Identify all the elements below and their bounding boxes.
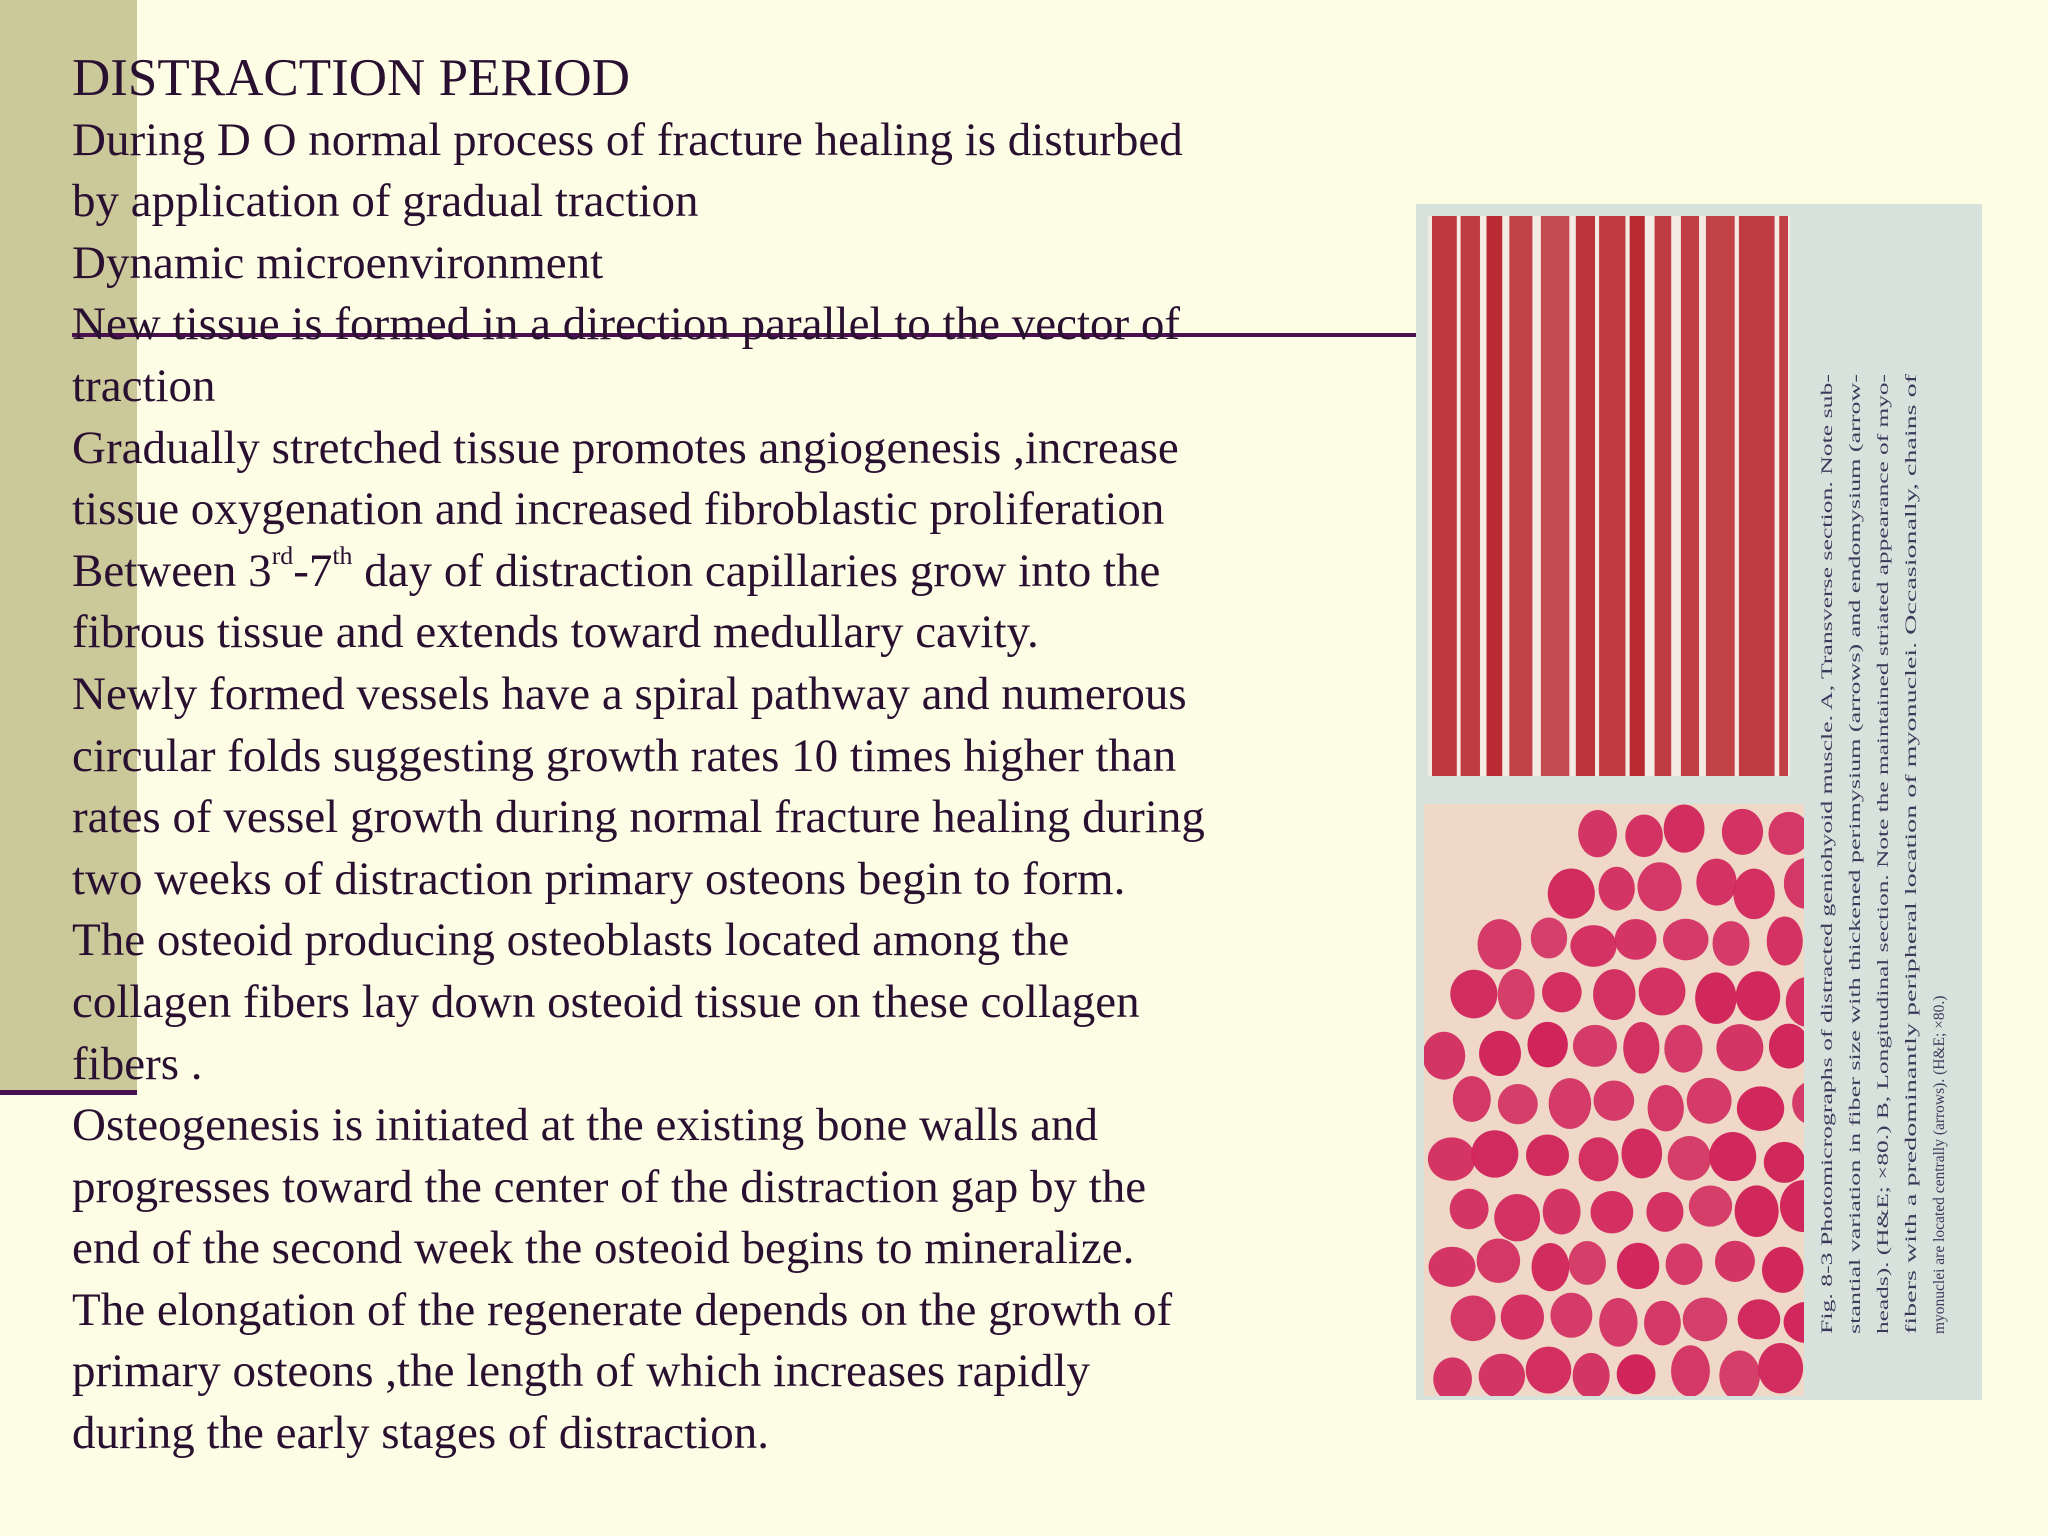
muscle-cell: [1709, 1132, 1756, 1181]
body-line: The osteoid producing osteoblasts located among the: [72, 914, 1070, 967]
muscle-cell: [1625, 814, 1663, 857]
body-line: Osteogenesis is initiated at the existing bone walls and: [72, 1099, 1098, 1152]
muscle-cell: [1736, 971, 1780, 1020]
muscle-cell: [1637, 862, 1681, 911]
muscle-fiber: [1655, 216, 1672, 776]
muscle-cell: [1696, 859, 1736, 906]
muscle-cell: [1549, 1078, 1592, 1129]
body-line: fibrous tissue and extends toward medullary cavity.: [72, 606, 1039, 659]
muscle-cell: [1664, 1025, 1702, 1073]
muscle-cell: [1570, 925, 1616, 967]
muscle-cell: [1593, 969, 1635, 1020]
slide-title: DISTRACTION PERIOD: [72, 49, 630, 107]
body-line: Newly formed vessels have a spiral pathway and numerous: [72, 667, 1187, 720]
muscle-cell: [1531, 918, 1567, 959]
muscle-cell: [1477, 1239, 1521, 1283]
muscle-cell: [1479, 1031, 1521, 1076]
body-line: by application of gradual traction: [72, 175, 699, 228]
body-line: primary osteons ,the length of which increases rapidly: [72, 1345, 1091, 1398]
caption-line: myonuclei are located centrally (arrows). (H&E; ×80.): [1931, 995, 1948, 1334]
caption-line: fibers with a predominantly peripheral location of myonuclei. Occasionally, chains of: [1903, 803, 1920, 1334]
muscle-cell: [1478, 919, 1522, 969]
muscle-cell: [1550, 1293, 1592, 1338]
muscle-cell: [1668, 1136, 1711, 1181]
muscle-cell: [1578, 810, 1617, 857]
muscle-cell: [1573, 1025, 1617, 1067]
muscle-cell: [1664, 804, 1705, 852]
muscle-cell: [1716, 1024, 1763, 1071]
muscle-cell: [1621, 1129, 1662, 1179]
muscle-cell: [1424, 1032, 1465, 1080]
muscle-cell: [1428, 1137, 1476, 1180]
muscle-cell: [1501, 1294, 1544, 1339]
muscle-cell: [1689, 1185, 1732, 1226]
body-line: fibers .: [72, 1037, 203, 1090]
between-post: day of distraction capillaries grow into the: [352, 544, 1161, 597]
body-line: two weeks of distraction primary osteons begin to form.: [72, 852, 1126, 905]
muscle-cell: [1451, 1295, 1496, 1341]
muscle-cell: [1695, 972, 1737, 1024]
muscle-cell: [1733, 869, 1774, 919]
muscle-cell: [1579, 1137, 1619, 1181]
muscle-cell: [1617, 1243, 1659, 1289]
superscript-th: th: [332, 540, 353, 570]
muscle-cell: [1737, 1086, 1784, 1131]
superscript-rd: rd: [271, 540, 294, 570]
muscle-cell: [1648, 1085, 1684, 1131]
muscle-cell: [1735, 1185, 1779, 1237]
muscle-cell: [1712, 921, 1749, 966]
figure-caption: [1818, 344, 1968, 1344]
body-line: The elongation of the regenerate depends on the growth of: [72, 1283, 1173, 1336]
muscle-cell: [1738, 1299, 1781, 1339]
muscle-cell: [1450, 970, 1497, 1019]
muscle-cell: [1666, 1243, 1703, 1285]
muscle-cell: [1617, 1354, 1656, 1394]
between-mid: -7: [293, 544, 333, 597]
longitudinal-section-image: [1428, 216, 1790, 776]
muscle-fiber: [1487, 216, 1503, 776]
muscle-cell: [1450, 1189, 1489, 1230]
muscle-cell: [1590, 1191, 1633, 1234]
muscle-cell: [1494, 1194, 1540, 1241]
muscle-cell: [1526, 1135, 1569, 1177]
muscle-cell: [1471, 1130, 1518, 1177]
muscle-cell: [1715, 1241, 1755, 1282]
muscle-cell: [1498, 969, 1535, 1020]
muscle-cell: [1687, 1078, 1732, 1124]
body-line: collagen fibers lay down osteoid tissue on these collagen: [72, 975, 1140, 1028]
muscle-cell: [1663, 919, 1708, 961]
body-line: New tissue is formed in a direction parallel to the vector of: [72, 298, 1181, 351]
muscle-fiber: [1779, 216, 1788, 776]
body-line-between: [72, 541, 1342, 603]
muscle-cell: [1548, 868, 1595, 918]
muscle-cell: [1639, 967, 1686, 1015]
body-line: end of the second week the osteoid begins to mineralize.: [72, 1222, 1135, 1275]
body-line: During D O normal process of fracture healing is disturbed: [72, 113, 1183, 166]
muscle-cell: [1671, 1345, 1710, 1396]
caption-line: Fig. 8-3 Photomicrographs of distracted geniohyoid muscle. A, Transverse section. Note sub-: [1819, 755, 1836, 1334]
muscle-fiber: [1706, 216, 1735, 776]
transverse-section-image: [1424, 804, 1804, 1396]
muscle-fiber: [1461, 216, 1480, 776]
muscle-cell: [1526, 1347, 1572, 1394]
muscle-fiber: [1599, 216, 1625, 776]
muscle-fiber: [1739, 216, 1775, 776]
muscle-cell: [1453, 1076, 1491, 1122]
muscle-fiber: [1630, 216, 1645, 776]
muscle-fiber: [1432, 216, 1457, 776]
body-line: traction: [72, 359, 216, 412]
body-line: circular folds suggesting growth rates 10 times higher than: [72, 729, 1177, 782]
muscle-cell: [1615, 919, 1657, 960]
muscle-cell: [1594, 1080, 1635, 1120]
body-line: progresses toward the center of the distraction gap by the: [72, 1160, 1147, 1213]
muscle-cell: [1623, 1022, 1659, 1074]
caption-line: stantial variation in fiber size with thickened perimysium (arrows) and endomysium (arrow-: [1847, 762, 1864, 1334]
body-line: rates of vessel growth during normal fracture healing during: [72, 791, 1205, 844]
muscle-cell: [1599, 867, 1635, 911]
muscle-cell: [1722, 809, 1763, 855]
muscle-cell: [1644, 1301, 1681, 1346]
slide-body: [72, 48, 1342, 1465]
body-line: tissue oxygenation and increased fibroblastic proliferation: [72, 483, 1165, 536]
body-line: Gradually stretched tissue promotes angiogenesis ,increase: [72, 421, 1179, 474]
muscle-cell: [1498, 1084, 1538, 1124]
muscle-cell: [1429, 1247, 1476, 1287]
between-pre: Between 3: [72, 544, 272, 597]
histology-figure: [1416, 204, 1982, 1400]
body-line: Dynamic microenvironment: [72, 236, 604, 289]
caption-line: heads). (H&E; ×80.) B, Longitudinal section. Note the maintained striated appearance of myo-: [1875, 746, 1892, 1334]
muscle-cell: [1532, 1243, 1570, 1291]
muscle-cell: [1542, 972, 1582, 1012]
muscle-cell: [1767, 916, 1803, 965]
muscle-cell: [1599, 1298, 1637, 1347]
muscle-cell: [1543, 1189, 1581, 1235]
muscle-cell: [1527, 1022, 1567, 1068]
muscle-fiber: [1509, 216, 1532, 776]
muscle-cell: [1758, 1343, 1803, 1393]
muscle-cell: [1764, 1142, 1804, 1183]
body-line: during the early stages of distraction.: [72, 1407, 769, 1460]
muscle-cell: [1568, 1241, 1605, 1285]
muscle-fiber: [1681, 216, 1699, 776]
muscle-cell: [1762, 1247, 1804, 1293]
muscle-cell: [1646, 1192, 1683, 1232]
muscle-fiber: [1541, 216, 1569, 776]
muscle-fiber: [1576, 216, 1595, 776]
muscle-cell: [1683, 1297, 1728, 1341]
